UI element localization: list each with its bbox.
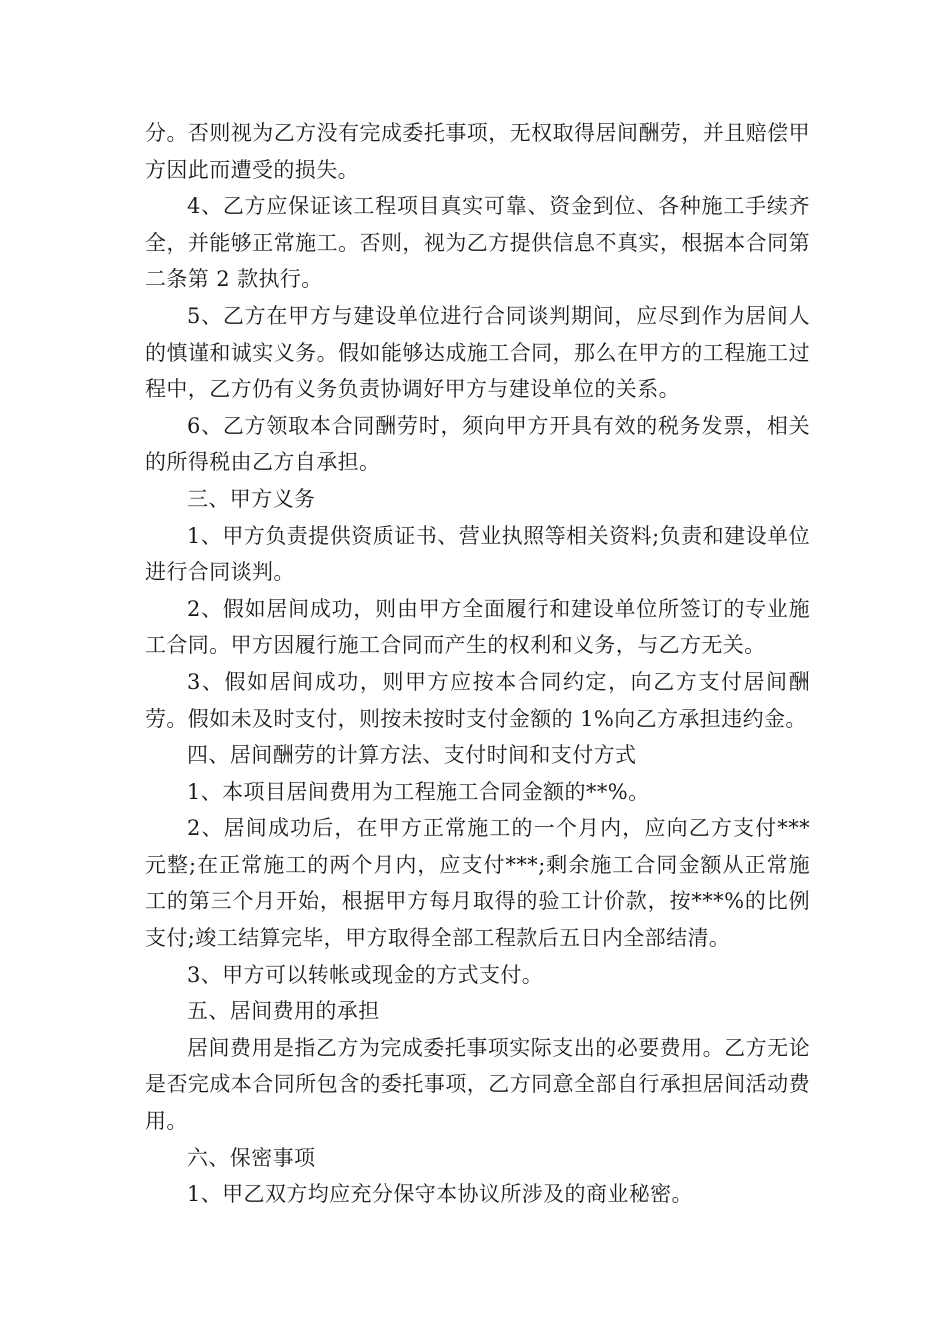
paragraph-fee-clause-2: 2、居间成功后，在甲方正常施工的一个月内，应向乙方支付***元整;在正常施工的两个月内，应支付***;剩余施工合同金额从正常施工的第三个月开始，根据甲方每月取得的验工计价款，按***%的比例支付;竣工结算完毕，甲方取得全部工程款后五日内全部结清。 bbox=[145, 816, 810, 951]
section-heading-fee-bearing: 五、居间费用的承担 bbox=[187, 999, 380, 1024]
paragraph-party-a-clause-3: 3、假如居间成功，则甲方应按本合同约定，向乙方支付居间酬劳。假如未及时支付，则按未按时支付金额的 1%向乙方承担违约金。 bbox=[145, 669, 810, 731]
paragraph-party-a-clause-1: 1、甲方负责提供资质证书、营业执照等相关资料;负责和建设单位进行合同谈判。 bbox=[145, 523, 810, 585]
paragraph-fee-clause-3: 3、甲方可以转帐或现金的方式支付。 bbox=[187, 962, 544, 987]
paragraph-clause-6: 6、乙方领取本合同酬劳时，须向甲方开具有效的税务发票，相关的所得税由乙方自承担。 bbox=[145, 413, 810, 475]
paragraph-continuation: 分。否则视为乙方没有完成委托事项，无权取得居间酬劳，并且赔偿甲方因此而遭受的损失。 bbox=[145, 121, 810, 182]
paragraph-confidentiality-clause-1: 1、甲乙双方均应充分保守本协议所涉及的商业秘密。 bbox=[187, 1182, 693, 1207]
paragraph-clause-4: 4、乙方应保证该工程项目真实可靠、资金到位、各种施工手续齐全，并能够正常施工。否则，视为乙方提供信息不真实，根据本合同第二条第 2 款执行。 bbox=[145, 194, 810, 292]
section-heading-fee-calculation: 四、居间酬劳的计算方法、支付时间和支付方式 bbox=[187, 743, 637, 768]
section-heading-party-a-obligations: 三、甲方义务 bbox=[187, 486, 316, 511]
document-body bbox=[145, 115, 810, 1213]
paragraph-clause-5: 5、乙方在甲方与建设单位进行合同谈判期间，应尽到作为居间人的慎谨和诚实义务。假如能够达成施工合同，那么在甲方的工程施工过程中，乙方仍有义务负责协调好甲方与建设单位的关系。 bbox=[145, 303, 810, 402]
section-heading-confidentiality: 六、保密事项 bbox=[187, 1145, 316, 1170]
paragraph-fee-clause-1: 1、本项目居间费用为工程施工合同金额的**%。 bbox=[187, 779, 650, 804]
paragraph-party-a-clause-2: 2、假如居间成功，则由甲方全面履行和建设单位所签订的专业施工合同。甲方因履行施工合同而产生的权利和义务，与乙方无关。 bbox=[145, 596, 810, 658]
paragraph-fee-bearing: 居间费用是指乙方为完成委托事项实际支出的必要费用。乙方无论是否完成本合同所包含的委托事项，乙方同意全部自行承担居间活动费用。 bbox=[145, 1035, 810, 1134]
